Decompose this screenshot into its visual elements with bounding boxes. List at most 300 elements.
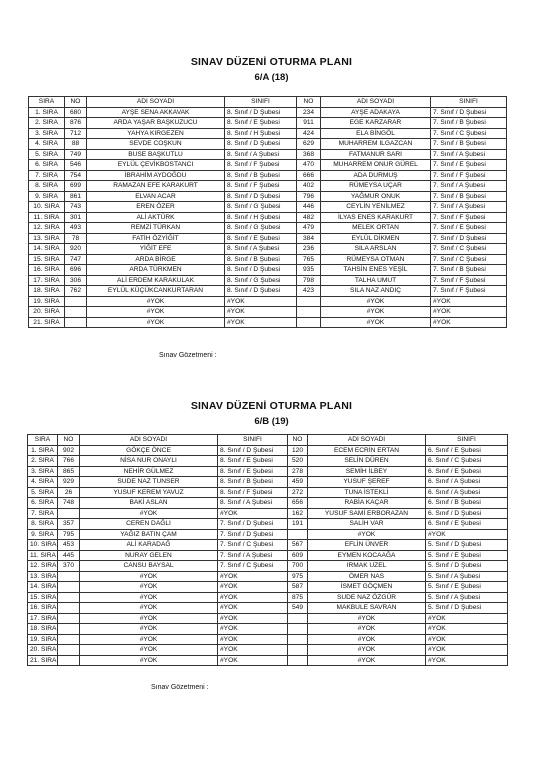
row-no: 798	[297, 275, 321, 286]
row-class: 7. Sınıf / B Şubesi	[431, 139, 507, 150]
header-sinif: SINIFI	[218, 435, 288, 446]
header-no: NO	[58, 435, 80, 446]
row-no: 567	[288, 540, 308, 551]
row-class: 8. Sınıf / D Şubesi	[225, 107, 297, 118]
row-class: #YOK	[225, 307, 297, 318]
table-row	[29, 317, 507, 328]
row-no: 191	[288, 519, 308, 530]
row-sira: 10. SIRA	[29, 202, 65, 213]
table-row	[29, 223, 507, 234]
row-class: 7. Sınıf / D Şubesi	[218, 529, 288, 540]
row-name: IRMAK UZEL	[308, 561, 426, 572]
row-name: SEMİH İLBEY	[308, 466, 426, 477]
row-no: 402	[297, 181, 321, 192]
row-no: 306	[65, 275, 87, 286]
row-sira: 6. SIRA	[28, 498, 58, 509]
row-sira: 14. SIRA	[29, 244, 65, 255]
row-class: 8. Sınıf / G Şubesi	[225, 202, 297, 213]
row-name: #YOK	[80, 655, 218, 666]
row-class: 8. Sınıf / E Şubesi	[218, 466, 288, 477]
table-row	[29, 139, 507, 150]
row-name: #YOK	[80, 634, 218, 645]
row-name: YUSUF SAMİ ERBORAZAN	[308, 508, 426, 519]
table-row	[29, 118, 507, 129]
row-sira: 15. SIRA	[29, 254, 65, 265]
row-sira: 10. SIRA	[28, 540, 58, 551]
row-class: 8. Sınıf / B Şubesi	[218, 477, 288, 488]
row-name: #YOK	[308, 624, 426, 635]
row-no	[288, 624, 308, 635]
row-sira: 8. SIRA	[28, 519, 58, 530]
row-sira: 5. SIRA	[28, 487, 58, 498]
row-name: YUSUF KEREM YAVUZ	[80, 487, 218, 498]
row-class: 6. Sınıf / E Şubesi	[426, 445, 508, 456]
plan-6a	[0, 56, 543, 83]
row-no: 368	[297, 149, 321, 160]
table-row	[29, 160, 507, 171]
row-name: ALİ AKTÜRK	[87, 212, 225, 223]
row-class: 7. Sınıf / C Şubesi	[218, 561, 288, 572]
row-class: #YOK	[218, 571, 288, 582]
row-no: 765	[297, 254, 321, 265]
row-name: SUDE NAZ ÖZGÜR	[308, 592, 426, 603]
row-class: 8. Sınıf / F Şubesi	[225, 160, 297, 171]
row-name: BUSE BAŞKUTLU	[87, 149, 225, 160]
row-no: 680	[65, 107, 87, 118]
row-name: İSMET GÖÇMEN	[308, 582, 426, 593]
row-name: YİĞİT EFE	[87, 244, 225, 255]
row-class: 5. Sınıf / E Şubesi	[426, 550, 508, 561]
row-no: 929	[58, 477, 80, 488]
row-class: 6. Sınıf / C Şubesi	[426, 456, 508, 467]
row-sira: 9. SIRA	[28, 529, 58, 540]
row-no: 796	[297, 191, 321, 202]
table-row	[28, 477, 508, 488]
row-class: 8. Sınıf / D Şubesi	[225, 191, 297, 202]
row-no	[288, 613, 308, 624]
row-name: MELEK ORTAN	[321, 223, 431, 234]
plan-title: SINAV DÜZENİ OTURMA PLANI	[190, 400, 353, 412]
table-row	[29, 149, 507, 160]
row-class: 8. Sınıf / F Şubesi	[218, 487, 288, 498]
row-class: #YOK	[218, 508, 288, 519]
row-no: 162	[288, 508, 308, 519]
row-sira: 11. SIRA	[28, 550, 58, 561]
row-no	[297, 317, 321, 328]
row-no: 743	[65, 202, 87, 213]
row-no: 876	[65, 118, 87, 129]
row-class: 7. Sınıf / B Şubesi	[431, 265, 507, 276]
row-sira: 8. SIRA	[29, 181, 65, 192]
row-no: 754	[65, 170, 87, 181]
row-no: 446	[297, 202, 321, 213]
row-no: 656	[288, 498, 308, 509]
row-no: 120	[288, 445, 308, 456]
row-no: 762	[65, 286, 87, 297]
gozetmen-label: Sınav Gözetmeni :	[159, 352, 217, 359]
row-no	[288, 529, 308, 540]
row-no: 301	[65, 212, 87, 223]
header-no: NO	[65, 97, 87, 108]
row-name: RÜMEYSA OTMAN	[321, 254, 431, 265]
header-sinif: SINIFI	[431, 97, 507, 108]
header-sinif: SINIFI	[426, 435, 508, 446]
row-name: TALHA UMUT	[321, 275, 431, 286]
row-name: FATMANUR SARI	[321, 149, 431, 160]
table-row	[28, 561, 508, 572]
row-no: 712	[65, 128, 87, 139]
row-no: 424	[297, 128, 321, 139]
table-row	[28, 592, 508, 603]
row-class: #YOK	[426, 613, 508, 624]
row-name: SILA NAZ ANDIÇ	[321, 286, 431, 297]
row-sira: 11. SIRA	[29, 212, 65, 223]
row-no: 865	[58, 466, 80, 477]
table-row	[29, 191, 507, 202]
row-class: 8. Sınıf / F Şubesi	[225, 181, 297, 192]
row-class: 7. Sınıf / E Şubesi	[431, 160, 507, 171]
row-no	[58, 603, 80, 614]
row-name: EYLÜL DİKMEN	[321, 233, 431, 244]
row-no	[58, 582, 80, 593]
row-no: 666	[297, 170, 321, 181]
table-row	[28, 655, 508, 666]
row-name: İLYAS ENES KARAKURT	[321, 212, 431, 223]
table-row	[29, 212, 507, 223]
row-name: MUHARREM ONUR GÜREL	[321, 160, 431, 171]
row-no: 902	[58, 445, 80, 456]
row-no: 747	[65, 254, 87, 265]
row-name: #YOK	[321, 307, 431, 318]
row-name: YAĞMUR ONUK	[321, 191, 431, 202]
table-row	[28, 613, 508, 624]
row-no	[288, 655, 308, 666]
row-name: #YOK	[87, 296, 225, 307]
row-class: #YOK	[218, 603, 288, 614]
row-sira: 12. SIRA	[29, 223, 65, 234]
row-no	[58, 645, 80, 656]
table-row	[29, 128, 507, 139]
table-row	[28, 487, 508, 498]
row-sira: 16. SIRA	[29, 265, 65, 276]
header-sira: SIRA	[29, 97, 65, 108]
row-class: 8. Sınıf / B Şubesi	[225, 254, 297, 265]
row-no: 445	[58, 550, 80, 561]
row-name: #YOK	[321, 296, 431, 307]
row-no	[65, 317, 87, 328]
header-ad: ADI SOYADI	[87, 97, 225, 108]
row-sira: 21. SIRA	[29, 317, 65, 328]
table-row	[29, 244, 507, 255]
row-class: 8. Sınıf / G Şubesi	[225, 275, 297, 286]
row-class: 7. Sınıf / A Şubesi	[218, 550, 288, 561]
row-name: #YOK	[80, 603, 218, 614]
header-no: NO	[288, 435, 308, 446]
row-sira: 4. SIRA	[29, 139, 65, 150]
table-row	[28, 498, 508, 509]
row-no: 234	[297, 107, 321, 118]
row-no: 696	[65, 265, 87, 276]
row-class: 8. Sınıf / H Şubesi	[225, 212, 297, 223]
row-name: #YOK	[308, 613, 426, 624]
row-sira: 13. SIRA	[28, 571, 58, 582]
row-sira: 19. SIRA	[29, 296, 65, 307]
header-ad: ADI SOYADI	[308, 435, 426, 446]
row-sira: 20. SIRA	[29, 307, 65, 318]
row-class: 8. Sınıf / H Şubesi	[225, 128, 297, 139]
row-name: SILA ARSLAN	[321, 244, 431, 255]
row-class: 5. Sınıf / E Şubesi	[426, 582, 508, 593]
row-class: 8. Sınıf / D Şubesi	[225, 286, 297, 297]
row-class: 7. Sınıf / F Şubesi	[431, 286, 507, 297]
row-name: #YOK	[87, 307, 225, 318]
header-sinif: SINIFI	[225, 97, 297, 108]
row-class: #YOK	[218, 655, 288, 666]
row-name: EYMEN KOCAAĞA	[308, 550, 426, 561]
row-no: 278	[288, 466, 308, 477]
row-no: 920	[65, 244, 87, 255]
row-name: AYŞE SENA AKKAVAK	[87, 107, 225, 118]
row-sira: 20. SIRA	[28, 645, 58, 656]
row-name: NİSA NUR ONAYLI	[80, 456, 218, 467]
row-class: 7. Sınıf / D Şubesi	[218, 519, 288, 530]
row-class: 5. Sınıf / D Şubesi	[426, 561, 508, 572]
row-no	[65, 296, 87, 307]
row-name: #YOK	[80, 592, 218, 603]
row-no: 861	[65, 191, 87, 202]
row-no	[288, 645, 308, 656]
row-no: 629	[297, 139, 321, 150]
row-class: 8. Sınıf / A Şubesi	[218, 498, 288, 509]
table-row	[28, 582, 508, 593]
row-no: 357	[58, 519, 80, 530]
row-no: 749	[65, 149, 87, 160]
row-class: 7. Sınıf / F Şubesi	[431, 170, 507, 181]
row-no: 423	[297, 286, 321, 297]
row-class: #YOK	[218, 592, 288, 603]
row-name: RABİA KAÇAR	[308, 498, 426, 509]
row-no	[58, 613, 80, 624]
row-class: #YOK	[431, 296, 507, 307]
seating-table	[27, 434, 508, 666]
plan-class-label: 6/A (18)	[254, 72, 289, 83]
row-no	[58, 655, 80, 666]
row-class: 7. Sınıf / F Şubesi	[431, 275, 507, 286]
row-no: 609	[288, 550, 308, 561]
row-class: 6. Sınıf / E Şubesi	[426, 466, 508, 477]
row-name: NURAY GELEN	[80, 550, 218, 561]
row-class: 8. Sınıf / E Şubesi	[218, 456, 288, 467]
row-name: #YOK	[80, 624, 218, 635]
row-class: 5. Sınıf / D Şubesi	[426, 603, 508, 614]
row-class: 6. Sınıf / B Şubesi	[426, 498, 508, 509]
row-name: SUDE NAZ TUNSER	[80, 477, 218, 488]
row-class: 7. Sınıf / A Şubesi	[431, 181, 507, 192]
row-sira: 19. SIRA	[28, 634, 58, 645]
row-name: RÜMEYSA UÇAR	[321, 181, 431, 192]
table-row	[28, 624, 508, 635]
row-name: ELVAN ACAR	[87, 191, 225, 202]
row-name: İBRAHİM AYDOĞDU	[87, 170, 225, 181]
row-name: ALİ KARADAĞ	[80, 540, 218, 551]
row-class: 8. Sınıf / D Şubesi	[225, 265, 297, 276]
row-sira: 2. SIRA	[29, 118, 65, 129]
row-no: 88	[65, 139, 87, 150]
row-name: SALİH VAR	[308, 519, 426, 530]
row-sira: 13. SIRA	[29, 233, 65, 244]
row-class: #YOK	[431, 317, 507, 328]
table-row	[28, 519, 508, 530]
row-class: 7. Sınıf / A Şubesi	[431, 202, 507, 213]
row-name: #YOK	[80, 645, 218, 656]
row-sira: 4. SIRA	[28, 477, 58, 488]
row-sira: 17. SIRA	[29, 275, 65, 286]
row-class: 8. Sınıf / A Şubesi	[225, 149, 297, 160]
row-name: SEVDE COŞKUN	[87, 139, 225, 150]
row-sira: 14. SIRA	[28, 582, 58, 593]
row-name: YUSUF ŞEREF	[308, 477, 426, 488]
table-row	[29, 107, 507, 118]
seating-table	[28, 96, 507, 328]
row-no	[58, 508, 80, 519]
row-no: 875	[288, 592, 308, 603]
row-no	[288, 634, 308, 645]
row-sira: 15. SIRA	[28, 592, 58, 603]
row-no: 700	[288, 561, 308, 572]
row-name: ÖMER NAS	[308, 571, 426, 582]
row-sira: 1. SIRA	[28, 445, 58, 456]
row-class: #YOK	[426, 529, 508, 540]
row-name: ARDA TÜRKMEN	[87, 265, 225, 276]
row-no: 520	[288, 456, 308, 467]
row-no: 748	[58, 498, 80, 509]
row-name: #YOK	[308, 655, 426, 666]
plan-6b	[0, 400, 543, 427]
row-class: 7. Sınıf / C Şubesi	[431, 254, 507, 265]
row-no: 26	[58, 487, 80, 498]
row-name: CEREN DAĞLI	[80, 519, 218, 530]
table-row	[29, 233, 507, 244]
row-name: BAKİ ASLAN	[80, 498, 218, 509]
row-sira: 3. SIRA	[28, 466, 58, 477]
row-class: 6. Sınıf / A Şubesi	[426, 487, 508, 498]
plan-class-label: 6/B (19)	[254, 416, 289, 427]
row-class: 5. Sınıf / A Şubesi	[426, 571, 508, 582]
table-row	[28, 571, 508, 582]
row-name: #YOK	[80, 571, 218, 582]
row-name: YAHYA KIRGEZEN	[87, 128, 225, 139]
row-class: 7. Sınıf / F Şubesi	[431, 212, 507, 223]
row-class: 5. Sınıf / A Şubesi	[426, 592, 508, 603]
row-class: 8. Sınıf / D Şubesi	[218, 445, 288, 456]
row-no: 370	[58, 561, 80, 572]
row-class: 8. Sınıf / D Şubesi	[225, 139, 297, 150]
table-row	[28, 603, 508, 614]
table-row	[29, 170, 507, 181]
row-name: #YOK	[308, 529, 426, 540]
row-sira: 7. SIRA	[28, 508, 58, 519]
row-class: #YOK	[225, 296, 297, 307]
row-name: #YOK	[308, 645, 426, 656]
table-row	[29, 254, 507, 265]
row-no: 78	[65, 233, 87, 244]
row-name: #YOK	[80, 508, 218, 519]
row-no: 587	[288, 582, 308, 593]
row-name: GÖKÇE ÖNCE	[80, 445, 218, 456]
table-row	[28, 508, 508, 519]
row-name: TAHSİN ENES YEŞİL	[321, 265, 431, 276]
row-sira: 21. SIRA	[28, 655, 58, 666]
row-no	[58, 624, 80, 635]
row-no: 546	[65, 160, 87, 171]
row-class: 7. Sınıf / C Şubesi	[431, 244, 507, 255]
row-no: 911	[297, 118, 321, 129]
row-class: #YOK	[218, 613, 288, 624]
row-class: #YOK	[218, 624, 288, 635]
row-no: 549	[288, 603, 308, 614]
row-no: 459	[288, 477, 308, 488]
row-name: YAĞIZ BATIN ÇAM	[80, 529, 218, 540]
row-class: 6. Sınıf / D Şubesi	[426, 508, 508, 519]
row-sira: 2. SIRA	[28, 456, 58, 467]
row-name: EYLÜL KÜÇÜKCANKURTARAN	[87, 286, 225, 297]
row-no: 453	[58, 540, 80, 551]
row-name: EREN ÖZER	[87, 202, 225, 213]
row-name: SELİN DÜREN	[308, 456, 426, 467]
row-no: 935	[297, 265, 321, 276]
row-class: 8. Sınıf / E Şubesi	[225, 118, 297, 129]
row-class: 7. Sınıf / A Şubesi	[431, 149, 507, 160]
row-class: #YOK	[218, 634, 288, 645]
row-class: 5. Sınıf / D Şubesi	[426, 540, 508, 551]
row-sira: 9. SIRA	[29, 191, 65, 202]
row-no: 493	[65, 223, 87, 234]
row-no	[58, 634, 80, 645]
row-no: 975	[288, 571, 308, 582]
row-name: CEYLİN YENİLMEZ	[321, 202, 431, 213]
header-ad: ADI SOYADI	[80, 435, 218, 446]
row-no	[297, 307, 321, 318]
row-name: #YOK	[87, 317, 225, 328]
row-name: REMZİ TÜRKAN	[87, 223, 225, 234]
table-body	[28, 445, 508, 666]
row-sira: 1. SIRA	[29, 107, 65, 118]
header-no: NO	[297, 97, 321, 108]
table-row	[29, 202, 507, 213]
table-row	[28, 634, 508, 645]
table-header-row	[29, 97, 507, 108]
row-name: ALİ ERDEM KARAKULAK	[87, 275, 225, 286]
row-no: 384	[297, 233, 321, 244]
row-no	[58, 571, 80, 582]
row-name: RAMAZAN EFE KARAKURT	[87, 181, 225, 192]
row-class: 7. Sınıf / B Şubesi	[431, 191, 507, 202]
plan-title: SINAV DÜZENİ OTURMA PLANI	[190, 56, 353, 68]
row-no: 699	[65, 181, 87, 192]
row-name: FATİH ÖZYİĞİT	[87, 233, 225, 244]
table-row	[29, 275, 507, 286]
table-row	[29, 307, 507, 318]
row-name: TUNA İSTEKLİ	[308, 487, 426, 498]
table-body	[29, 107, 507, 328]
row-name: MAKBULE SAVRAN	[308, 603, 426, 614]
table-header-row	[28, 435, 508, 446]
row-class: 6. Sınıf / E Şubesi	[426, 519, 508, 530]
row-class: #YOK	[218, 645, 288, 656]
table-row	[28, 550, 508, 561]
row-no: 470	[297, 160, 321, 171]
row-class: 7. Sınıf / D Şubesi	[431, 107, 507, 118]
